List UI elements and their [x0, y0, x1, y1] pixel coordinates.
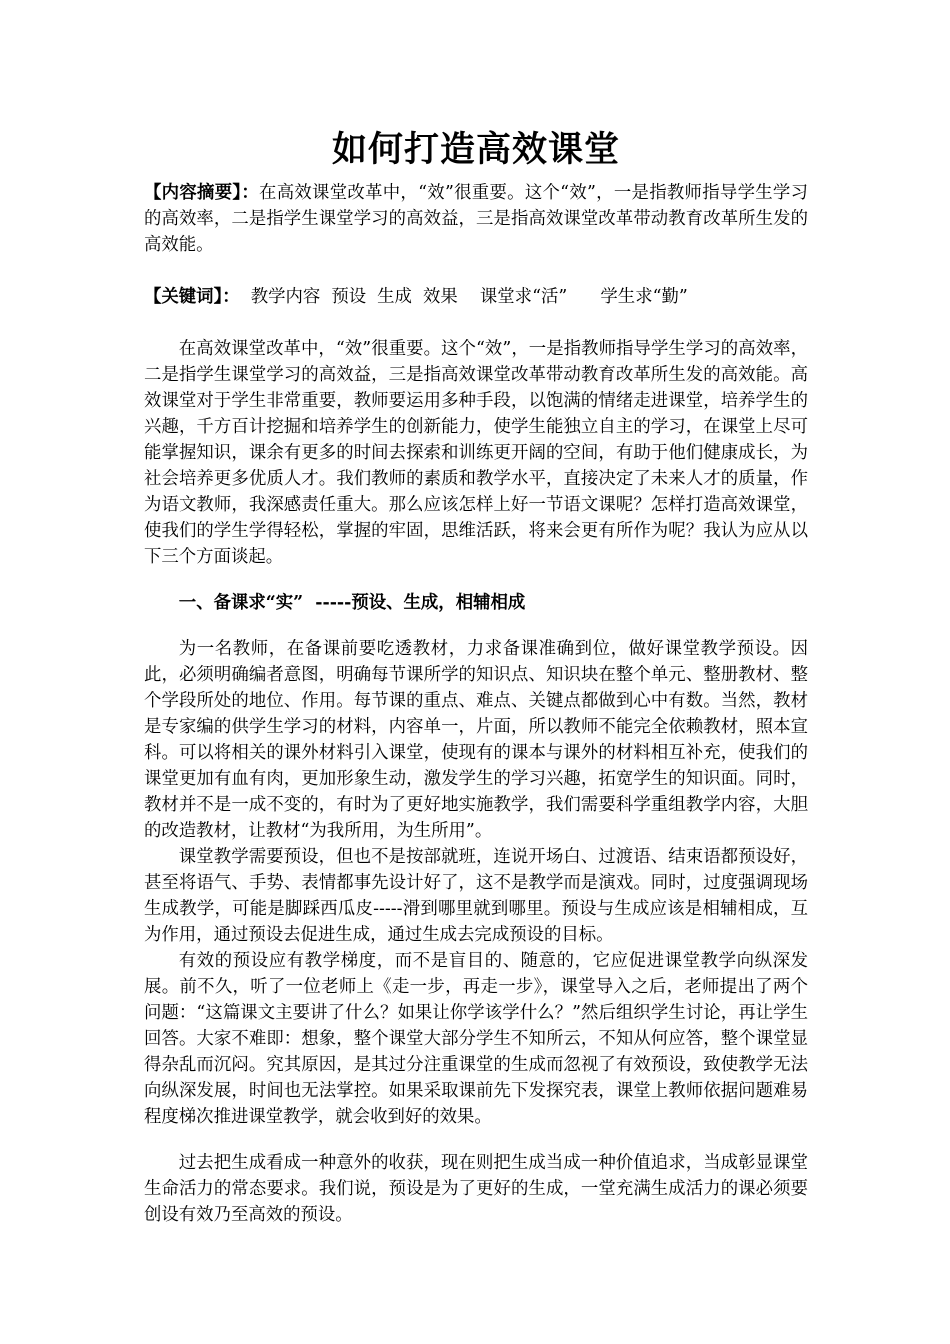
spacer [144, 258, 808, 284]
document-page [144, 120, 808, 1228]
spacer [144, 1130, 808, 1150]
abstract-text: 在高效课堂改革中，“效”很重要。这个“效”，一是指教师指导学生学习的高效率，二是指学生课堂学习的高效益，三是指高效课堂改革带动教育改革所生发的高效能。 [144, 183, 808, 255]
spacer [144, 616, 808, 636]
body-paragraph: 为一名教师，在备课前要吃透教材，力求备课准确到位，做好课堂教学预设。因此，必须明确编者意图，明确每节课所学的知识点、知识块在整个单元、整册教材、整个学段所处的地位、作用。每节课的重点、难点、关键点都做到心中有数。当然，教材是专家编的供学生学习的材料，内容单一，片面，所以教师不能完全依赖教材，照本宣科。可以将相关的课外材料引入课堂，使现有的课本与课外的材料相互补充，使我们的课堂更加有血有肉，更加形象生动，激发学生的学习兴趣，拓宽学生的知识面。同时，教材并不是一成不变的，有时为了更好地实施教学，我们需要科学重组教学内容，大胆的改造教材，让教材“为我所用，为生所用”。 [144, 639, 808, 841]
intro-paragraph: 在高效课堂改革中，“效”很重要。这个“效”，一是指教师指导学生学习的高效率，二是指学生课堂学习的高效益，三是指高效课堂改革带动教育改革所生发的高效能。高效课堂对于学生非常重要，教师要运用多种手段，以饱满的情绪走进课堂，培养学生的兴趣，千方百计挖掘和培养学生的创新能力，使学生能独立自主的学习，在课堂上尽可能掌握知识，课余有更多的时间去探索和训练更开阔的空间，有助于他们健康成长，为社会培养更多优质人才。我们教师的素质和教学水平，直接决定了未来人才的质量，作为语文教师，我深感责任重大。那么应该怎样上好一节语文课呢？怎样打造高效课堂，使我们的学生学得轻松，掌握的牢固，思维活跃，将来会更有所作为呢？我认为应从以下三个方面谈起。 [144, 339, 808, 567]
closing-paragraph: 过去把生成看成一种意外的收获，现在则把生成当成一种价值追求，当成彰显课堂生命活力的常态要求。我们说，预设是为了更好的生成，一堂充满生成活力的课必须要创设有效乃至高效的预设。 [144, 1153, 808, 1225]
document-title: 如何打造高效课堂 [331, 129, 620, 170]
body-paragraph: 有效的预设应有教学梯度，而不是盲目的、随意的，它应促进课堂教学向纵深发展。前不久，听了一位老师上《走一步，再走一步》，课堂导入之后，老师提出了两个问题：“这篇课文主要讲了什么？如果让你学该学什么？”然后组织学生讨论，再让学生回答。大家不难即：想象，整个课堂大部分学生不知所云，不知从何应答，整个课堂显得杂乱而沉闷。究其原因，是其过分注重课堂的生成而忽视了有效预设，致使教学无法向纵深发展，时间也无法掌控。如果采取课前先下发探究表，课堂上教师依据问题难易程度梯次推进课堂教学，就会收到好的效果。 [144, 951, 808, 1127]
body-paragraph: 课堂教学需要预设，但也不是按部就班，连说开场白、过渡语、结束语都预设好，甚至将语气、手势、表情都事先设计好了，这不是教学而是演戏。同时，过度强调现场生成教学，可能是脚踩西瓜皮-----滑到哪里就到哪里。预设与生成应该是相辅相成，互为作用，通过预设去促进生成，通过生成去完成预设的目标。 [144, 847, 808, 945]
keywords-label: 【关键词】： [144, 287, 240, 307]
section-heading: 一、备课求“实” -----预设、生成，相辅相成 [178, 593, 526, 613]
spacer [144, 310, 808, 336]
spacer [144, 570, 808, 590]
keywords-text: 教学内容 预设 生成 效果 课堂求“活” 学生求“勤” [239, 287, 688, 307]
keywords [144, 284, 808, 310]
abstract-label: 【内容摘要】： [144, 183, 260, 203]
abstract [144, 180, 808, 258]
